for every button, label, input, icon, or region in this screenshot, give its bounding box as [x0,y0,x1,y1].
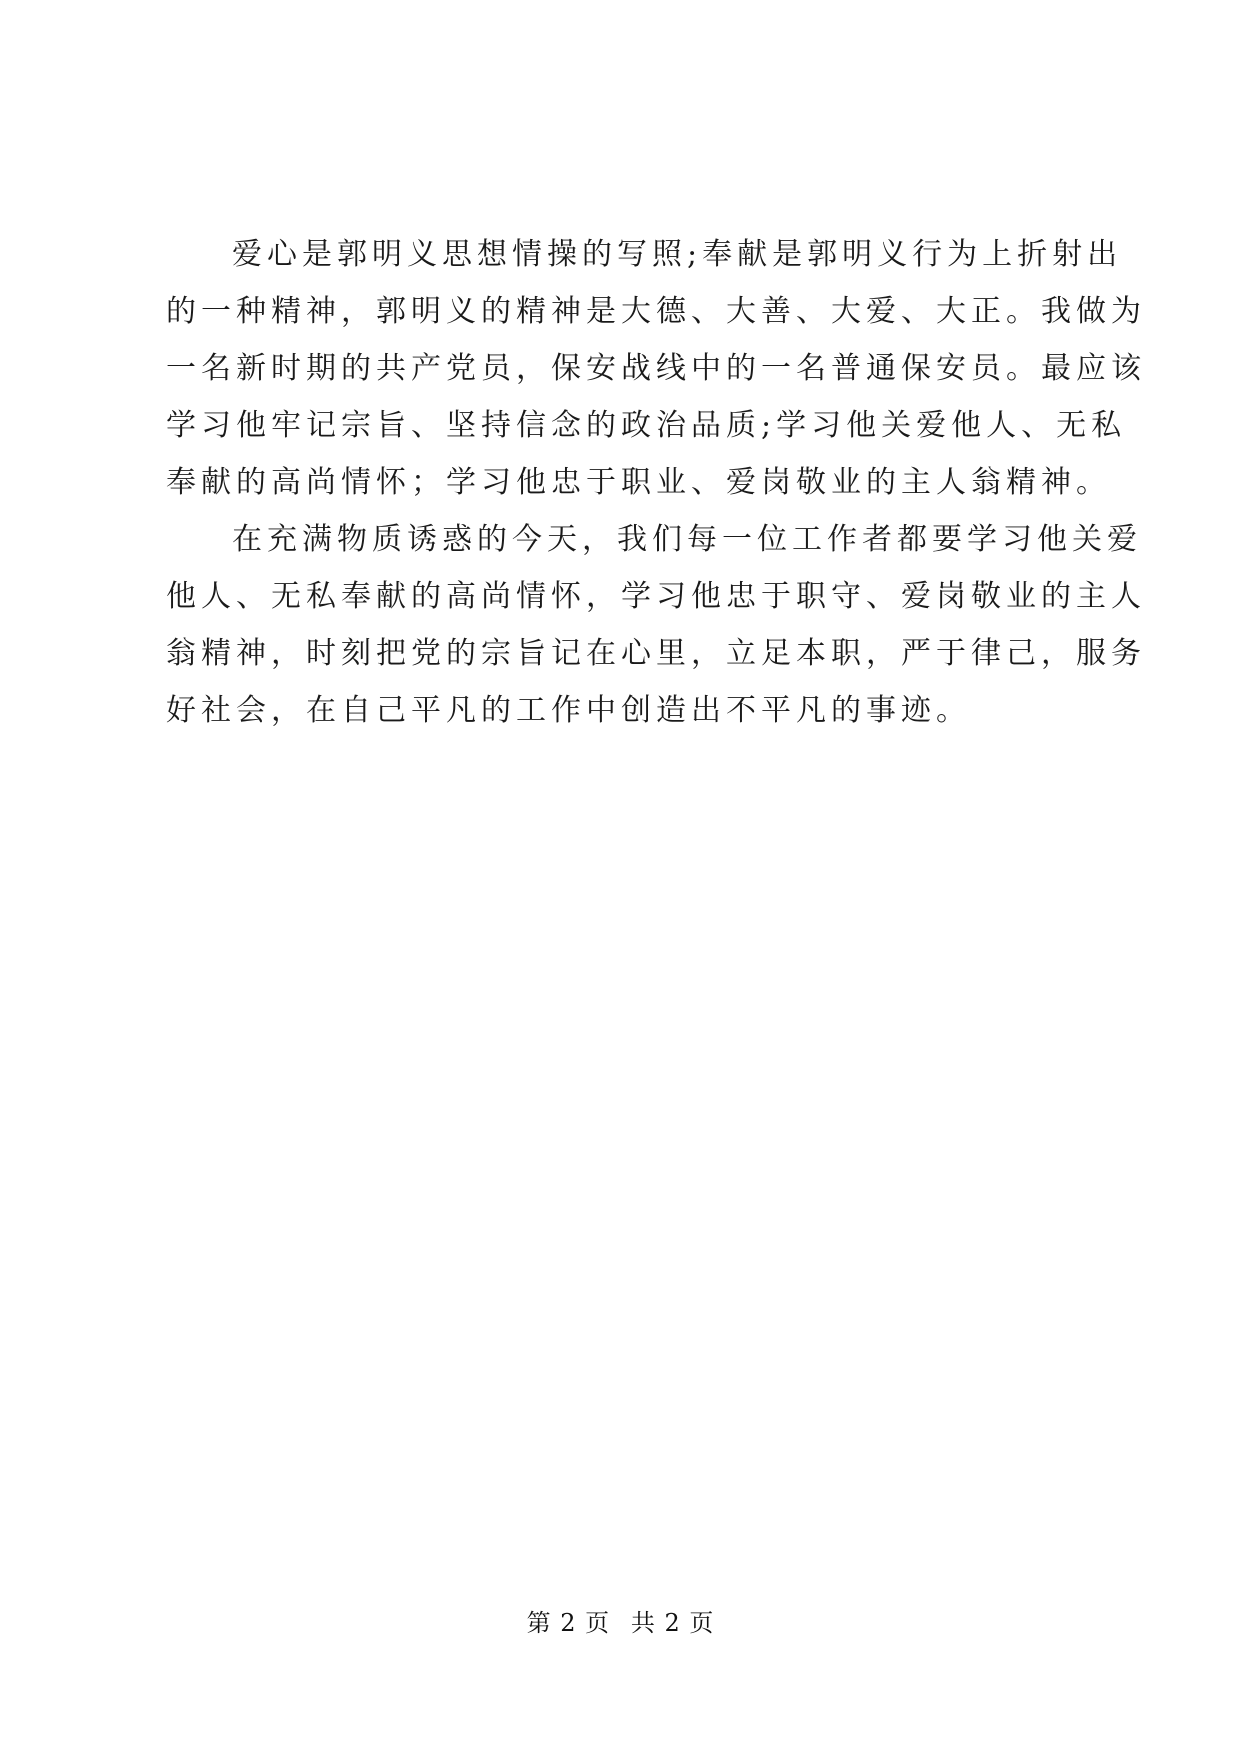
text-line: 他人、无私奉献的高尚情怀，学习他忠于职守、爱岗敬业的主人 [166,579,1146,614]
text-line: 爱心是郭明义思想情操的写照;奉献是郭明义行为上折射出 [232,237,1123,272]
text-line: 好社会，在自己平凡的工作中创造出不平凡的事迹。 [166,693,971,728]
text-line: 的一种精神，郭明义的精神是大德、大善、大爱、大正。我做为 [166,294,1146,329]
paragraph [166,226,1146,511]
page-number: 第 2 页 [526,1609,611,1637]
page-total: 共 2 页 [630,1609,715,1637]
document-body [166,226,1146,739]
page-footer [0,1608,1241,1638]
text-line: 翁精神，时刻把党的宗旨记在心里，立足本职，严于律己，服务 [166,636,1146,671]
text-line: 学习他牢记宗旨、坚持信念的政治品质;学习他关爱他人、无私 [166,408,1127,443]
text-line: 在充满物质诱惑的今天，我们每一位工作者都要学习他关爱 [232,522,1142,557]
text-line: 一名新时期的共产党员，保安战线中的一名普通保安员。最应该 [166,351,1146,386]
text-line: 奉献的高尚情怀；学习他忠于职业、爱岗敬业的主人翁精神。 [166,465,1111,500]
paragraph [166,511,1146,739]
